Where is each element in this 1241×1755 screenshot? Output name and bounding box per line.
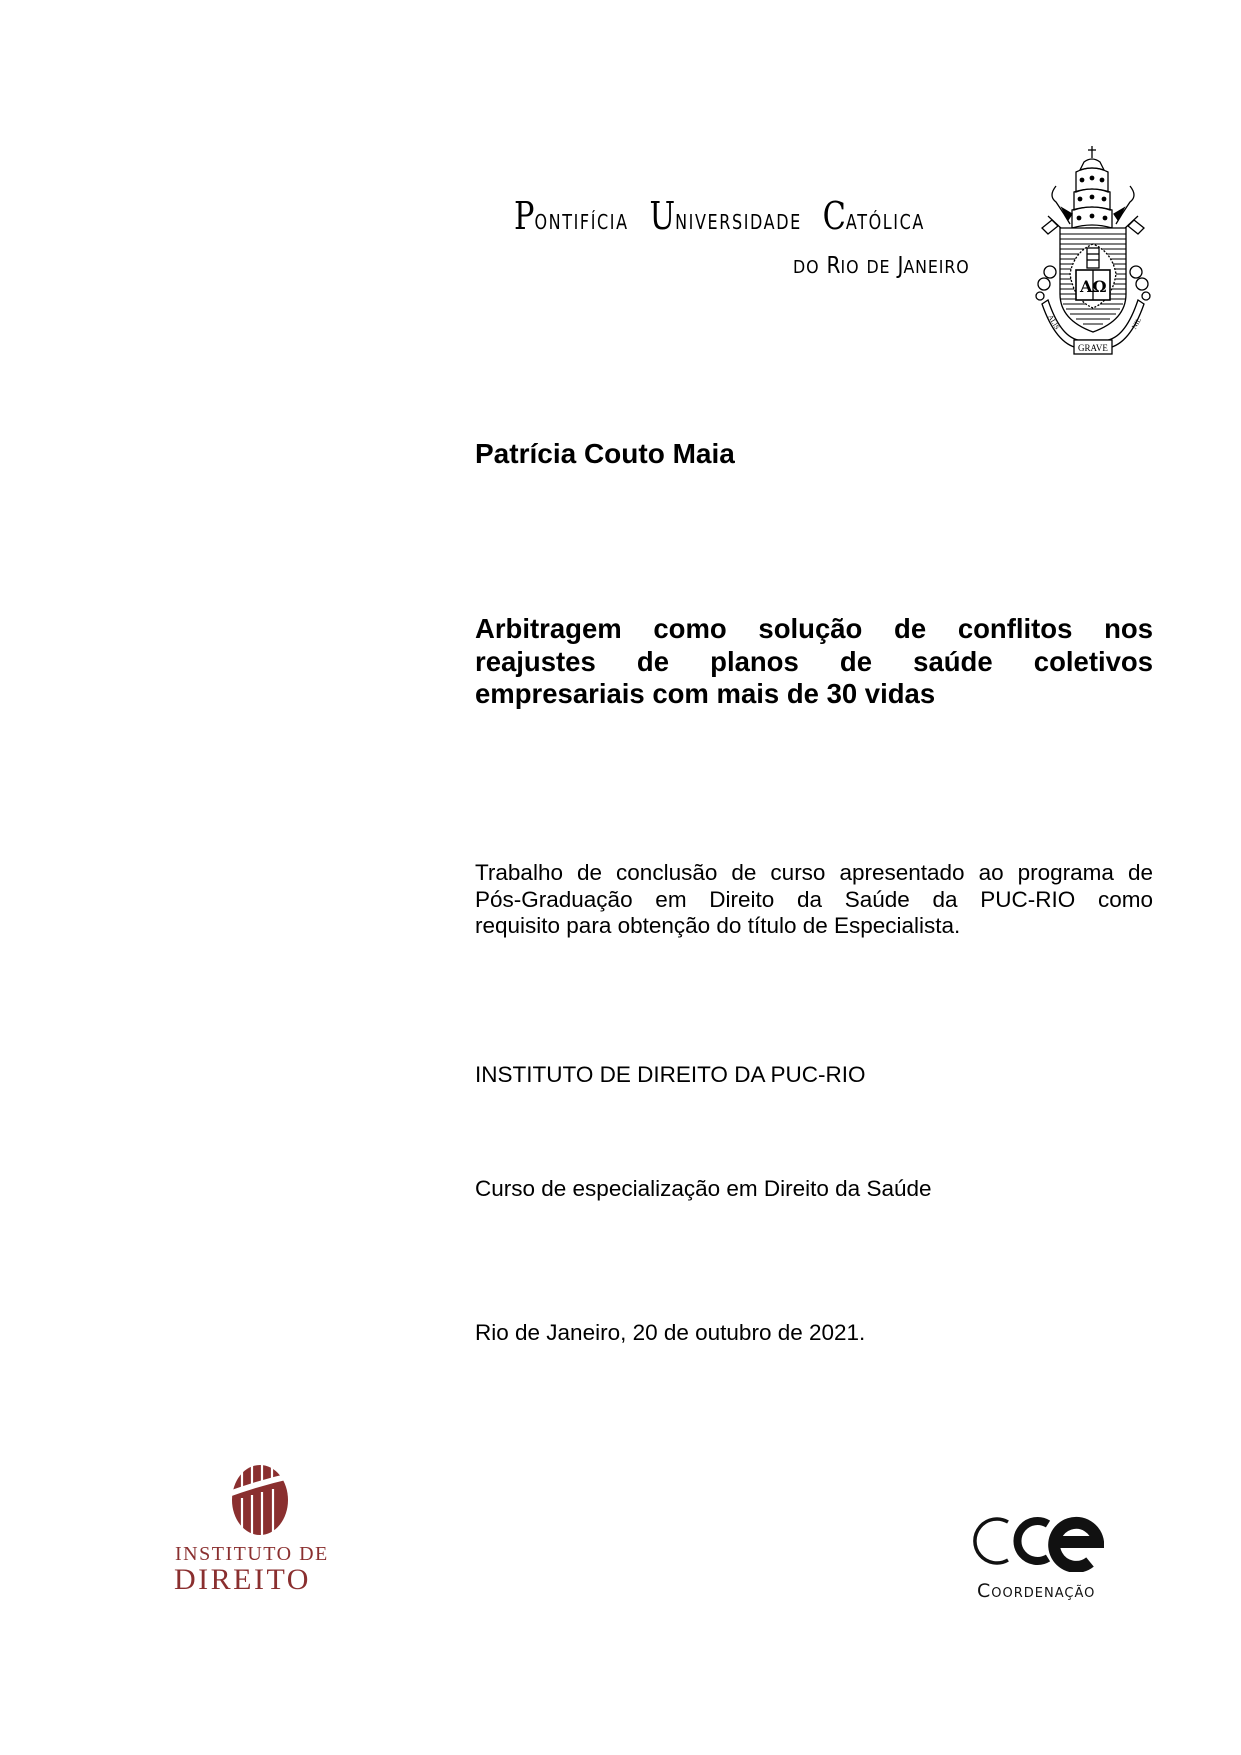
svg-text:NIL: NIL	[1130, 316, 1144, 331]
institution-name-line2	[793, 252, 970, 282]
cce-subtitle-rest: OORDENAÇÃO	[991, 1586, 1096, 1601]
word-de: DE	[866, 257, 891, 278]
institution-name-line1	[514, 196, 925, 242]
word-do: DO	[793, 257, 820, 278]
initial-r: R	[826, 253, 841, 279]
initial-u: U	[649, 194, 676, 238]
title-line: Arbitragem como solução de conflitos nos	[475, 613, 1153, 644]
purpose-line: Pós-Graduação em Direito da Saúde da PUC-RIO como	[475, 886, 1153, 912]
initial-p: P	[514, 194, 535, 238]
title-line: empresariais com mais de 30 vidas	[475, 678, 936, 709]
place-and-date: Rio de Janeiro, 20 de outubro de 2021.	[475, 1320, 866, 1345]
svg-text:ALIS: ALIS	[1046, 313, 1061, 332]
word-rio-rest: IO	[840, 257, 860, 278]
instituto-logo-line1: INSTITUTO DE	[175, 1543, 329, 1565]
word-janeiro-rest: ANEIRO	[903, 257, 970, 278]
title-line: reajustes de planos de saúde coletivos	[475, 645, 1153, 677]
word-catolica-rest: ATÓLICA	[845, 210, 925, 234]
purpose-line: Trabalho de conclusão de curso apresentado ao programa de	[475, 860, 1153, 885]
course-name: Curso de especialização em Direito da Saúde	[475, 1176, 932, 1201]
purpose-line: requisito para obtenção do título de Especialista.	[475, 913, 961, 938]
initial-j: J	[897, 253, 904, 279]
initial-c: C	[822, 194, 846, 238]
cce-logo-icon	[970, 1508, 1104, 1572]
svg-text:AΩ: AΩ	[1080, 277, 1107, 296]
author-name: Patrícia Couto Maia	[475, 438, 735, 469]
svg-text:GRAVE: GRAVE	[1078, 343, 1108, 353]
cce-logo-subtitle	[977, 1580, 1095, 1605]
word-pontificia-rest: ONTIFÍCIA	[534, 210, 629, 234]
word-universidade-rest: NIVERSIDADE	[675, 210, 802, 234]
thesis-title	[475, 613, 1153, 711]
purpose-statement	[475, 860, 1153, 940]
institute-name: INSTITUTO DE DIREITO DA PUC-RIO	[475, 1062, 866, 1087]
instituto-logo-line2: DIREITO	[174, 1563, 311, 1596]
instituto-de-direito-column-icon	[228, 1462, 292, 1536]
puc-rio-coat-of-arms-icon	[1034, 144, 1152, 360]
cce-subtitle-initial: C	[977, 1580, 992, 1602]
